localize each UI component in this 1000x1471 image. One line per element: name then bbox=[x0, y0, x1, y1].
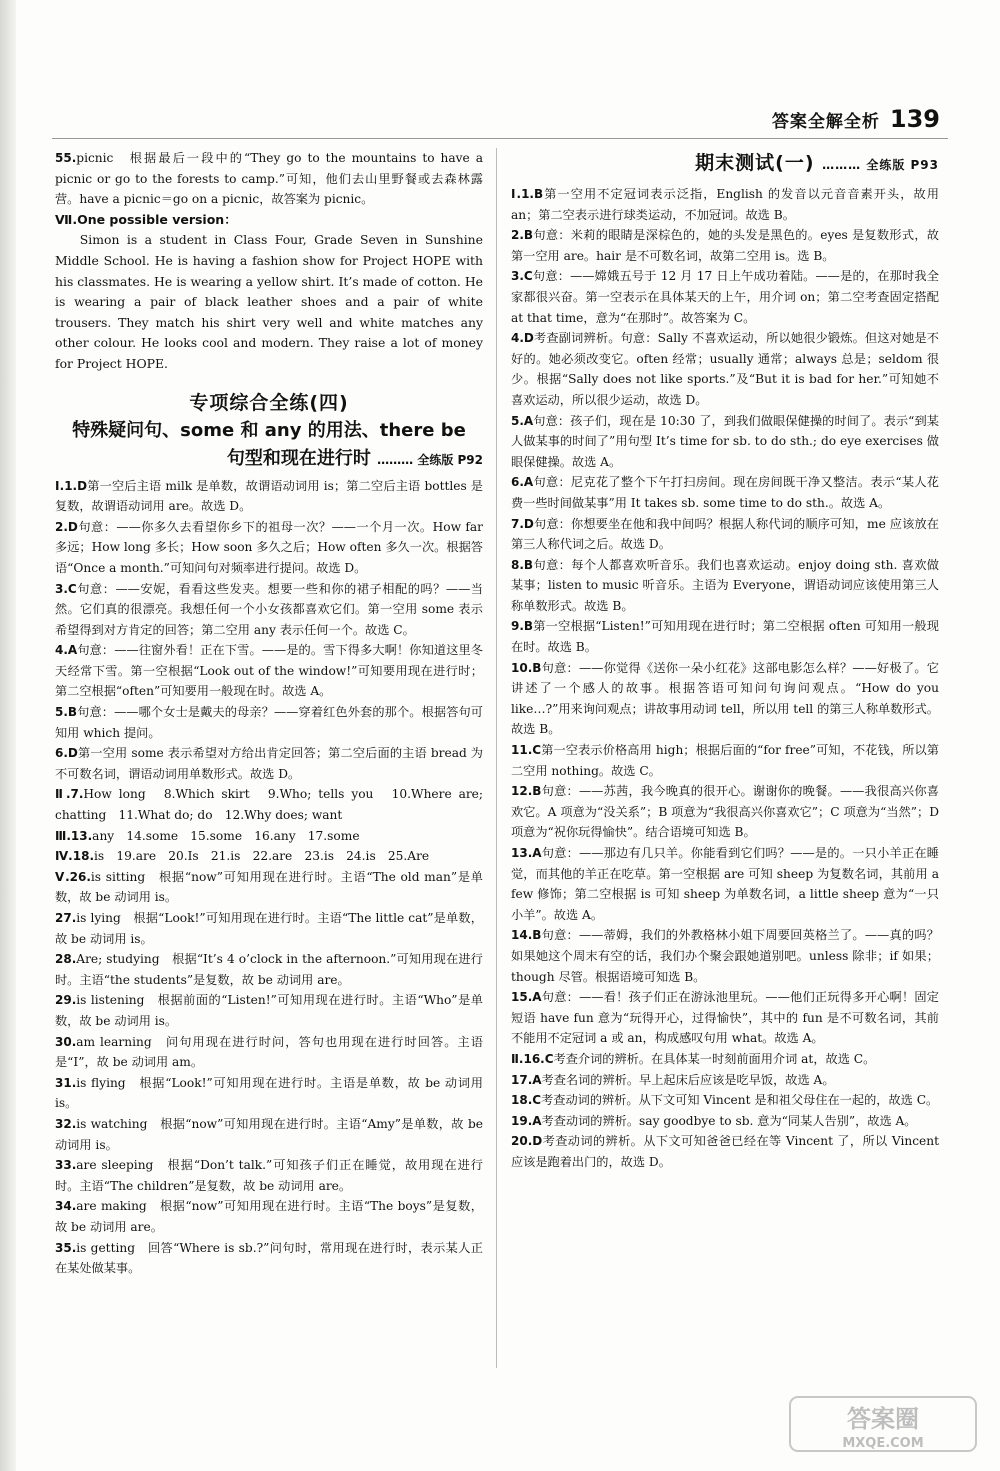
item-text: 第一空根据“Listen!”可知用现在进行时；第二空根据 often 可知用一般现在时。故选 B。 bbox=[511, 619, 939, 655]
item-text: 句意：——哪个女士是戴夫的母亲？——穿着红色外套的那个。根据答句可知用 which 提问。 bbox=[55, 705, 483, 740]
item-text: 考查副词辨析。句意：Sally 不喜欢运动，所以她很少锻炼。但这对她是不好的。她必须改变它。often 经常；usually 通常；always 总是；seldom 很少。根据“Sally does not like sports.”及“But it is bad for her.”可知她不喜欢运动，所以很少运动，故选 D。 bbox=[511, 331, 939, 407]
right-answer-item-5 bbox=[511, 472, 939, 513]
item-number: 5.A bbox=[511, 413, 534, 428]
right-answer-item-16 bbox=[511, 1070, 939, 1091]
special-practice-subtitle-2: 句型和现在进行时 ……… 全练版 P92 bbox=[226, 447, 483, 469]
item-text: How long 8.Which skirt 9.Who; tells you 10.Where are; chatting 11.What do; do 12.Why does; want bbox=[55, 787, 484, 823]
right-answer-item-2 bbox=[511, 266, 939, 328]
item-text: is flying 根据“Look!”可知用现在进行时。主语是单数，故 be 动词用 is。 bbox=[55, 1075, 483, 1111]
svg-text:MXQE.COM: MXQE.COM bbox=[842, 1436, 924, 1451]
item-text: 句意：——苏茜，我今晚真的很开心。谢谢你的晚餐。——我很高兴你喜欢它。A 项意为“没关系”；B 项意为“我很高兴你喜欢它”；C 项意为“当然”；D 项意为“祝你玩得愉快”。结合语境可知选 B。 bbox=[511, 784, 939, 840]
item-text: are sleeping 根据“Don’t talk.”可知孩子们正在睡觉，故用现在进行时。主语“The children”是复数，故 be 动词用 are。 bbox=[55, 1158, 483, 1193]
item-text: 考查动词的辨析。say goodbye to sb. 意为“同某人告别”，故选 A。 bbox=[541, 1113, 917, 1128]
item-number: Ⅰ.1.B bbox=[511, 187, 544, 201]
item-text: 句意：你想要坐在他和我中间吗？根据人称代词的顺序可知，me 应该放在第三人称代词之后。故选 D。 bbox=[511, 516, 939, 552]
item-text: any 14.some 15.some 16.any 17.some bbox=[92, 828, 360, 843]
right-answer-item-1 bbox=[511, 225, 939, 266]
item-text: 句意：米莉的眼睛是深棕色的，她的头发是黑色的。eyes 是复数形式，故第一空用 are。hair 是不可数名词，故第二空用 is。选 B。 bbox=[511, 228, 939, 263]
item-text: 句意：——嫦娥五号于 12 月 17 日上午成功着陆。——是的，在那时我全家都很兴奋。第一空表示在具体某天的上午，用介词 on；第二空考查固定搭配 at that time，意为“在那时”。故答案为 C。 bbox=[511, 269, 939, 325]
page-header bbox=[772, 104, 940, 134]
left-answer-item-16 bbox=[55, 1155, 483, 1196]
header-rule bbox=[52, 138, 948, 139]
left-answer-item-7 bbox=[55, 826, 483, 847]
item-text: are making 根据“now”可知用现在进行时。主语“The boys”是复数，故 be 动词用 are。 bbox=[55, 1199, 483, 1234]
item-number: 7.D bbox=[511, 516, 534, 531]
right-answer-item-7 bbox=[511, 555, 939, 617]
item-number: 17.A bbox=[511, 1072, 542, 1087]
item-text: 句意：孩子们，现在是 10:30 了，到我们做眼保健操的时间了。表示“到某人做某事的时间了”用句型 It’s time for sb. to do sth.; do eye exercises 做眼保健操。故选 A。 bbox=[511, 413, 939, 469]
item-number: 3.C bbox=[511, 269, 533, 284]
item-text: is listening 根据前面的“Listen!”可知用现在进行时。主语“Who”是单数，故 be 动词用 is。 bbox=[55, 993, 483, 1028]
left-answer-item-3 bbox=[55, 640, 483, 702]
item-text: 考查动词的辨析。从下文可知爸爸已经在等 Vincent 了，所以 Vincent 应该是跑着出门的，故选 D。 bbox=[511, 1134, 939, 1169]
section-vii-label: Ⅶ.One possible version： bbox=[55, 211, 237, 227]
item-number: 29. bbox=[55, 993, 77, 1008]
item-number: 27. bbox=[55, 911, 77, 925]
right-answer-item-15 bbox=[511, 1049, 939, 1070]
item-text: 句意：——往窗外看！正在下雪。——是的。雪下得多大啊！你知道这里冬天经常下雪。第一空根据“Look out of the window!”可知要用现在进行时；第二空根据“often”可知要用一般现在时。故选 A。 bbox=[55, 643, 483, 699]
right-answer-item-12 bbox=[511, 843, 939, 925]
left-answer-item-12 bbox=[55, 990, 483, 1031]
left-column bbox=[55, 148, 483, 1279]
right-column bbox=[511, 148, 939, 1173]
page-number: 139 bbox=[889, 105, 940, 133]
page-binding-edge bbox=[0, 0, 16, 1471]
right-answer-item-6 bbox=[511, 514, 939, 555]
item-text: 句意：——看！孩子们正在游泳池里玩。——他们正玩得多开心啊！固定短语 have fun 意为“玩得开心，过得愉快”，其中的 fun 是不可数名词，其前不能用不定冠词 a 或 an，构成感叹句用 what。故选 A。 bbox=[511, 990, 939, 1046]
left-answer-item-14 bbox=[55, 1073, 483, 1114]
left-answer-item-1 bbox=[55, 517, 483, 579]
left-answer-item-11 bbox=[55, 949, 483, 990]
item-number: 35. bbox=[55, 1240, 77, 1255]
right-answer-list bbox=[511, 184, 939, 1173]
item-number: 15.A bbox=[511, 990, 542, 1005]
item-text: Are; studying 根据“It’s 4 o’clock in the afternoon.”可知用现在进行时。主语“the students”是复数，故 be 动词用 are。 bbox=[55, 952, 483, 987]
item-number: 5.B bbox=[55, 705, 78, 720]
special-practice-subtitle: 特殊疑问句、some 和 any 的用法、there be bbox=[72, 419, 466, 441]
right-answer-item-3 bbox=[511, 328, 939, 410]
item-number: 6.A bbox=[511, 475, 534, 490]
item-text: 第一空用 some 表示希望对方给出肯定回答；第二空后面的主语 bread 为不可数名词，谓语动词用单数形式。故选 D。 bbox=[55, 746, 483, 781]
item-number: 31. bbox=[55, 1075, 77, 1090]
item-number: 2.D bbox=[55, 519, 78, 534]
header-title: 答案全解全析 bbox=[771, 111, 880, 132]
item-number: 32. bbox=[55, 1116, 77, 1131]
item-text: is getting 回答“Where is sb.?”问句时，常用现在进行时，表示某人正在某处做某事。 bbox=[55, 1240, 483, 1276]
item-number: 14.B bbox=[511, 928, 542, 943]
item-number: 33. bbox=[55, 1158, 77, 1173]
item-text: 考查动词的辨析。从下文可知 Vincent 是和祖父母住在一起的，故选 C。 bbox=[541, 1093, 939, 1108]
item-text: is sitting 根据“now”可知用现在进行时。主语“The old man”是单数，故 be 动词用 is。 bbox=[55, 869, 483, 905]
item-number: 10.B bbox=[511, 660, 542, 675]
item-text: 句意：——你觉得《送你一朵小红花》这部电影怎么样？——好极了。它讲述了一个感人的故事。根据答语可知问句询问观点。“How do you like…?”用来询问观点；讲故事用动词 tell，所以用 tell 的第三人称单数形式。故选 B。 bbox=[511, 660, 939, 737]
item-text: 考查名词的辨析。早上起床后应该是吃早饭，故选 A。 bbox=[541, 1072, 835, 1087]
item-text: 第一空后主语 milk 是单数，故谓语动词用 is；第二空后主语 bottles 是复数，故谓语动词用 are。故选 D。 bbox=[55, 478, 483, 514]
left-answer-item-6 bbox=[55, 784, 483, 825]
svg-text:答案圈: 答案圈 bbox=[847, 1405, 919, 1433]
left-answer-item-10 bbox=[55, 908, 483, 949]
left-answer-item-5 bbox=[55, 743, 483, 784]
item-text: 句意：——蒂姆，我们的外教格林小姐下周要回英格兰了。——真的吗？如果她这个周末有空的话，我们办个聚会跟她道别吧。unless 除非；if 如果；though 尽管。根据语境可知选 B。 bbox=[511, 928, 939, 984]
item-number: 30. bbox=[55, 1034, 77, 1049]
right-answer-item-18 bbox=[511, 1111, 939, 1132]
right-answer-item-9 bbox=[511, 658, 939, 740]
left-answer-item-2 bbox=[55, 579, 483, 641]
practice-ref: ……… 全练版 P92 bbox=[377, 452, 483, 467]
item-text: 句意：尼克花了整个下午打扫房间。现在房间既干净又整洁。表示“某人花费一些时间做某事”用 It takes sb. some time to do sth.。故选 A。 bbox=[511, 475, 939, 510]
item-number: Ⅳ.18. bbox=[55, 849, 94, 864]
answer-item-55: 55.picnic 根据最后一段中的“They go to the mountains to have a picnic or go to the forests to camp.”可知，他们去山里野餐或去森林露营。have a picnic＝go on a picnic，故答案为 picnic。 bbox=[55, 151, 483, 207]
item-number: 4.A bbox=[55, 643, 78, 658]
item-text: is watching 根据“now”可知用现在进行时。主语“Amy”是单数，故 be 动词用 is。 bbox=[55, 1116, 483, 1152]
left-answer-item-15 bbox=[55, 1114, 483, 1155]
item-number: 6.D bbox=[55, 746, 78, 761]
item-number: 9.B bbox=[511, 619, 534, 634]
right-answer-item-13 bbox=[511, 925, 939, 987]
item-number: 4.D bbox=[511, 331, 534, 346]
right-answer-item-17 bbox=[511, 1090, 939, 1111]
special-practice-title: 专项综合全练(四) bbox=[189, 391, 349, 414]
item-text: 句意：每个人都喜欢听音乐。我们也喜欢运动。enjoy doing sth. 喜欢做某事；listen to music 听音乐。主语为 Everyone，谓语动词应该使用第三人称单数形式。故选 B。 bbox=[511, 557, 939, 613]
sample-essay: Simon is a student in Class Four, Grade Seven in Sunshine Middle School. He is having a fashion show for Project HOPE with his classmates. He is wearing a yellow shirt. It’s made of cotton. He is wearing a pair of black leather shoes and a pair of white trousers. They match his shirt very well and white matches any other colour. He looks cool and modern. They raise a lot of money for Project HOPE. bbox=[55, 232, 483, 371]
item-number: 12.B bbox=[511, 784, 542, 799]
item-number: 19.A bbox=[511, 1113, 542, 1128]
item-number: 13.A bbox=[511, 846, 542, 860]
item-number: 2.B bbox=[511, 228, 534, 243]
item-text: 考查介词的辨析。在具体某一时刻前面用介词 at，故选 C。 bbox=[553, 1051, 876, 1066]
item-number: Ⅲ.13. bbox=[55, 828, 93, 843]
right-answer-item-11 bbox=[511, 781, 939, 843]
left-answer-item-13 bbox=[55, 1032, 483, 1073]
item-number: Ⅴ.26. bbox=[55, 869, 91, 884]
right-answer-item-19 bbox=[511, 1131, 939, 1172]
right-answer-item-14 bbox=[511, 987, 939, 1049]
right-answer-item-4 bbox=[511, 411, 939, 473]
left-answer-item-8 bbox=[55, 846, 483, 867]
left-answer-list bbox=[55, 476, 483, 1279]
item-number: Ⅱ.16.C bbox=[511, 1051, 554, 1066]
item-text: 句意：——那边有几只羊。你能看到它们吗？——是的。一只小羊正在睡觉，而其他的羊正在吃草。第一空根据 are 可知 sheep 为复数名词，其前用 a few 修饰；第二空根据 is 可知 sheep 为单数名词，a little sheep 意为“一只小羊”。故选 A。 bbox=[511, 846, 939, 922]
final-test-ref: ……… 全练版 P93 bbox=[822, 158, 939, 172]
item-text: 句意：——你多久去看望你乡下的祖母一次？——一个月一次。How far 多远；How long 多长；How soon 多久之后；How often 多久一次。根据答语“Once a month.”可知问句对频率进行提问。故选 D。 bbox=[55, 519, 483, 575]
item-text: 句意：——安妮，看看这些发夹。想要一些和你的裙子相配的吗？——当然。它们真的很漂亮。我想任何一个小女孩都喜欢它们。第一空用 some 表示希望得到对方肯定的回答；第二空用 any 表示任何一个。故选 C。 bbox=[55, 581, 483, 637]
item-number: 28. bbox=[55, 952, 77, 967]
item-text: is lying 根据“Look!”可知用现在进行时。主语“The little cat”是单数，故 be 动词用 is。 bbox=[55, 911, 483, 946]
item-text: 第一空用不定冠词表示泛指，English 的发音以元音音素开头，故用 an；第二空表示进行球类运动，不加冠词。故选 B。 bbox=[511, 187, 939, 222]
column-divider bbox=[496, 148, 497, 1368]
left-answer-item-4 bbox=[55, 702, 483, 743]
item-number: Ⅰ.1.D bbox=[55, 478, 88, 493]
left-answer-item-0 bbox=[55, 476, 483, 517]
item-number: 18.C bbox=[511, 1093, 542, 1108]
left-answer-item-17 bbox=[55, 1196, 483, 1237]
left-answer-item-18 bbox=[55, 1238, 483, 1279]
item-number: 20.D bbox=[511, 1134, 543, 1149]
right-answer-item-10 bbox=[511, 740, 939, 781]
final-test-title: 期末测试(一) ……… 全练版 P93 bbox=[695, 152, 939, 174]
item-number: 8.B bbox=[511, 557, 534, 572]
watermark-logo bbox=[788, 1393, 978, 1455]
item-number: 34. bbox=[55, 1199, 77, 1214]
item-text: is 19.are 20.Is 21.is 22.are 23.is 24.is 25.Are bbox=[94, 849, 430, 864]
item-number: 11.C bbox=[511, 743, 542, 758]
right-answer-item-0 bbox=[511, 184, 939, 225]
left-answer-item-9 bbox=[55, 867, 483, 908]
item-text: 第一空表示价格高用 high；根据后面的“for free”可知，不花钱，所以第二空用 nothing。故选 C。 bbox=[511, 743, 939, 778]
right-answer-item-8 bbox=[511, 616, 939, 657]
item-number: 3.C bbox=[55, 581, 77, 596]
item-number: Ⅱ.7. bbox=[55, 787, 84, 802]
item-text: am learning 问句用现在进行时问，答句也用现在进行时回答。主语是“I”，故 be 动词用 am。 bbox=[55, 1034, 483, 1070]
